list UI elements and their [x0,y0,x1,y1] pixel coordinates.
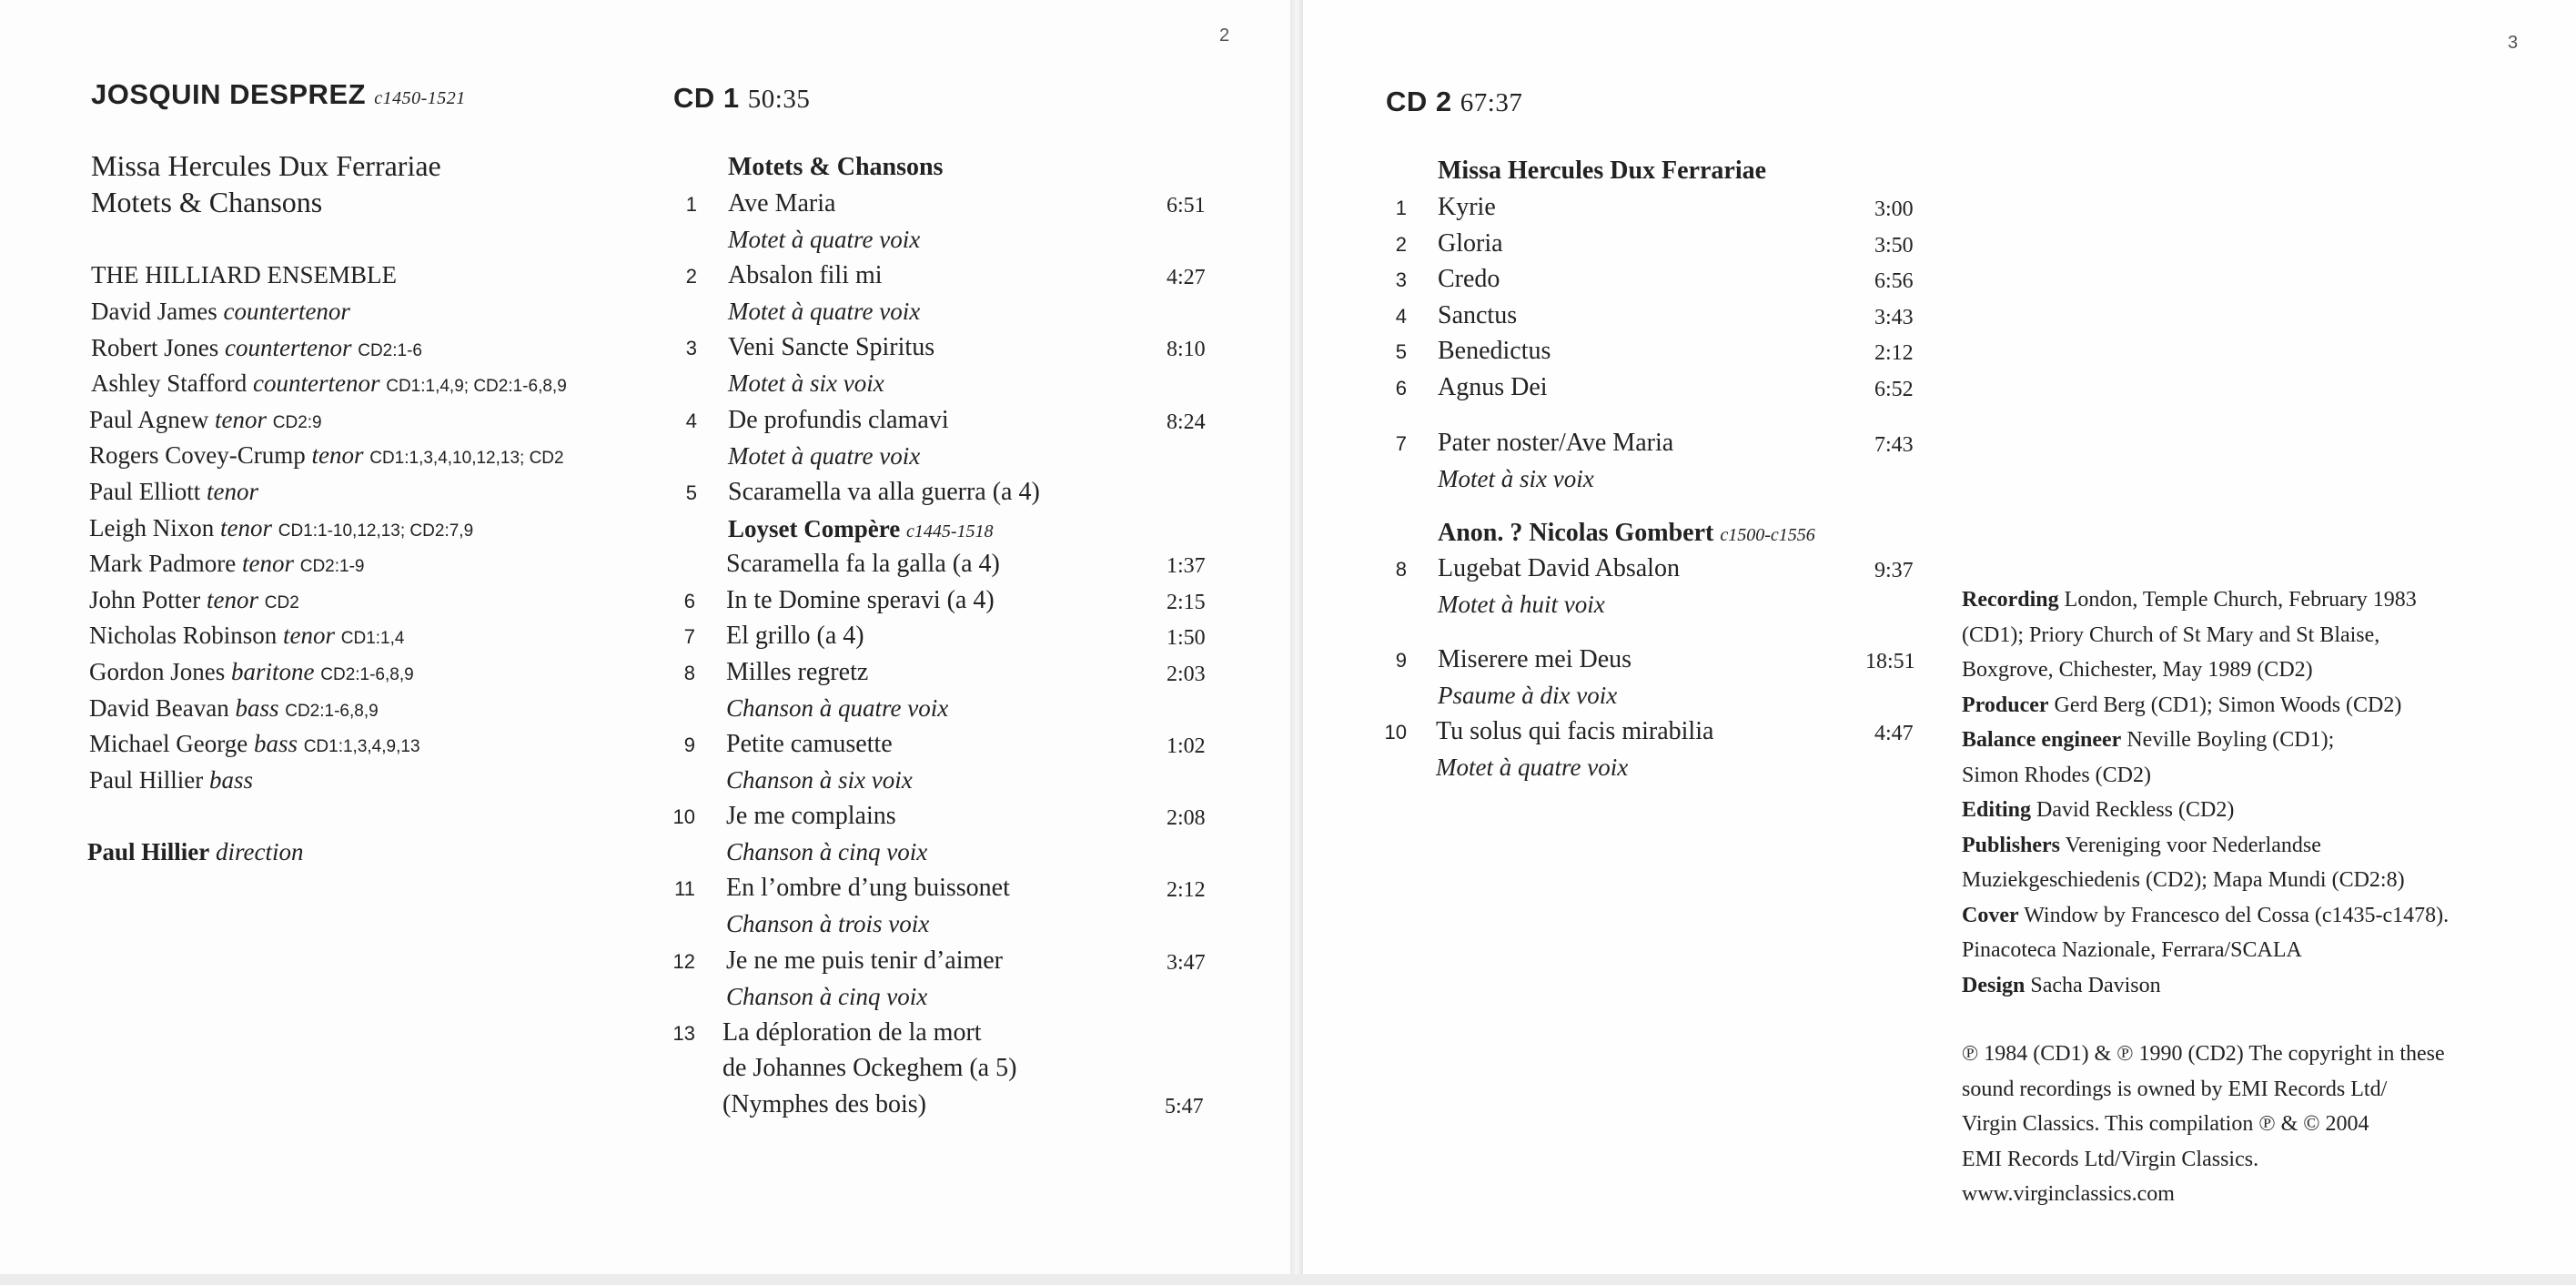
cd1-track-subtitle: Chanson à quatre voix [726,693,949,722]
cd2-track-duration: 6:56 [1874,269,1914,294]
cd1-label: CD 1 [673,82,740,114]
cd1-track-subtitle: Chanson à trois voix [726,910,930,938]
cd1-track-duration: 1:02 [1167,734,1206,758]
performer-voice: countertenor [223,298,350,325]
performer-name: Mark Padmore [89,550,237,578]
credit-cover [1962,898,2449,934]
performer-row [89,653,414,690]
cd1-track-title: In te Domine speravi (a 4) [726,585,995,614]
credit-cover-text: Pinacoteca Nazionale, Ferrara/SCALA [1962,938,2302,962]
copyright-notice [1962,1107,2369,1142]
performer-voice: countertenor [224,333,352,361]
cd1-composer2-heading [728,515,994,543]
credit-producer-text: Gerd Berg (CD1); Simon Woods (CD2) [2054,693,2402,717]
copyright-notice-text: Virgin Classics. This compilation ℗ & © 2004 [1962,1112,2369,1136]
cd1-track-duration: 1:37 [1167,554,1206,578]
copyright-notice [1962,1142,2258,1178]
cd1-track-subtitle: Chanson à cinq voix [726,838,928,866]
cd2-track-subtitle: Motet à six voix [1438,464,1594,492]
credit-cover [1962,933,2302,968]
credit-balance-engineer [1962,723,2334,758]
ensemble-name: THE HILLIARD ENSEMBLE [91,261,397,288]
cd2-track-subtitle: Motet à quatre voix [1436,753,1629,781]
cd1-time: 50:35 [747,85,811,114]
cd1-composer2-name: Loyset Compère [728,515,901,543]
performer-cd-note: CD1:1-10,12,13; CD2:7,9 [278,521,474,541]
cd1-track-duration: 8:10 [1167,338,1206,362]
performer-voice: tenor [283,622,335,650]
performer-row [89,510,473,546]
performer-name: Ashley Stafford [91,369,247,398]
cd2-track-number: 9 [1395,648,1407,672]
cd2-track-number: 8 [1395,558,1407,582]
performer-cd-note: CD2:1-9 [299,557,365,577]
copyright-notice-text: sound recordings is owned by EMI Records Ltd/ [1962,1077,2388,1101]
cd2-track-number: 2 [1395,232,1407,256]
cd2-track-number: 4 [1395,304,1407,328]
performer-name: Paul Agnew [89,405,209,433]
performer-name: Paul Hillier [89,765,204,794]
performer-cd-note: CD2:9 [272,412,322,432]
cd1-track-subtitle: Motet à quatre voix [728,226,921,253]
cd2-track-title: Miserere mei Deus [1438,644,1632,673]
credit-publishers [1962,828,2321,864]
copyright-notice [1962,1072,2387,1108]
cd2-track-title: Lugebat David Absalon [1438,554,1680,583]
performer-voice: tenor [207,585,259,613]
credit-cover-label: Cover [1962,903,2019,927]
credit-design-label: Design [1962,973,2025,997]
cd2-track-title: Gloria [1438,228,1503,258]
cd1-track-duration: 3:47 [1167,950,1206,975]
album-title-1: Missa Hercules Dux Ferrariae [91,149,441,182]
performer-name: Robert Jones [91,333,219,361]
cd2-track-duration: 6:52 [1874,378,1914,401]
cd1-track-title: Scaramella va alla guerra (a 4) [728,477,1040,506]
performer-row [89,725,420,762]
credit-balance-engineer-label: Balance engineer [1962,728,2122,752]
cd2-track-duration: 3:50 [1874,233,1914,258]
copyright-notice [1962,1177,2175,1212]
performer-name: David Beavan [89,693,229,722]
cd2-track-title: Kyrie [1438,193,1496,221]
credit-balance-engineer-text: Neville Boyling (CD1); [2126,728,2335,752]
performer-row [91,365,567,401]
performer-row [89,401,322,438]
cd2-composer2-dates: c1500-c1556 [1720,524,1815,545]
performer-voice: tenor [215,405,267,433]
performer-voice: tenor [311,441,364,470]
credit-recording-text: London, Temple Church, February 1983 [2064,588,2417,612]
performer-voice: bass [208,765,253,794]
director-role: direction [216,838,304,865]
album-title-2: Motets & Chansons [91,186,323,218]
director-name: Paul Hillier [87,838,210,865]
cd1-track-number: 11 [674,877,695,901]
credit-balance-engineer [1962,758,2151,794]
cd2-track-subtitle: Motet à huit voix [1438,591,1605,619]
performer-row [89,437,564,473]
cd1-track-duration: 2:12 [1167,878,1206,903]
cd1-track-number: 9 [683,734,695,756]
credit-recording-label: Recording [1962,588,2059,612]
performer-voice: tenor [219,513,272,541]
cd1-track-subtitle: Motet à quatre voix [728,298,921,326]
credit-producer-label: Producer [1962,693,2049,717]
cd2-track-duration: 4:47 [1874,721,1914,745]
cd2-track-subtitle: Psaume à dix voix [1438,681,1618,709]
performer-cd-note: CD1:1,4 [340,629,405,649]
cd1-track-number: 3 [685,337,697,360]
performer-row [89,762,253,798]
performer-row [89,582,299,618]
cd1-track-title: Scaramella fa la galla (a 4) [726,550,1000,578]
performer-name: Gordon Jones [89,658,226,685]
composer-name: JOSQUIN DESPREZ [91,78,367,110]
copyright-notice [1962,1037,2445,1072]
credit-publishers-text: Muziekgeschiedenis (CD2); Mapa Mundi (CD2:8) [1962,868,2405,892]
cd1-track-title: De profundis clamavi [728,405,949,434]
cd2-track-number: 6 [1395,377,1407,400]
performer-row [89,545,364,582]
cd1-track-number: 13 [672,1021,695,1045]
cd1-track-title-line: (Nymphes des bois) [722,1090,926,1118]
cd1-track-title-line: La déploration de la mort [722,1017,982,1047]
cd2-composer2-heading [1438,519,1815,548]
performer-cd-note: CD1:1,3,4,10,12,13; CD2 [369,449,564,469]
cd2-track-number: 7 [1395,431,1407,455]
performer-row [89,617,404,653]
performer-row [89,690,379,726]
cd1-track-number: 7 [683,625,695,649]
credit-editing-label: Editing [1962,798,2032,822]
performer-row [91,329,422,366]
credit-design [1962,968,2161,1004]
performer-name: Rogers Covey-Crump [89,441,306,470]
cd1-track-subtitle: Chanson à cinq voix [726,982,928,1010]
cd1-track-title: Je me complains [726,802,896,831]
cd1-track-title: Absalon fili mi [728,261,883,290]
cd2-track-title: Credo [1438,265,1500,294]
cd2-track-title: Pater noster/Ave Maria [1438,428,1674,457]
cd2-track-duration: 2:12 [1874,341,1914,366]
cd2-track-duration: 3:43 [1874,305,1914,329]
cd1-track-number: 5 [685,481,697,504]
cd1-track-duration: 6:51 [1167,194,1206,218]
cd1-track-subtitle: Motet à quatre voix [728,441,921,470]
cd1-track-title: El grillo (a 4) [726,622,864,651]
credit-balance-engineer-text: Simon Rhodes (CD2) [1962,763,2152,787]
cd2-section-title: Missa Hercules Dux Ferrariae [1438,157,1767,185]
cd1-track-duration: 2:15 [1167,590,1206,614]
performer-voice: bass [253,730,298,758]
credit-editing-text: David Reckless (CD2) [2036,798,2235,822]
performer-cd-note: CD2:1-6,8,9 [285,701,379,721]
cd1-track-duration: 1:50 [1167,626,1206,651]
cd1-track-title: Veni Sancte Spiritus [728,333,935,362]
cd2-heading [1386,86,1522,118]
cd2-track-duration: 18:51 [1865,649,1915,673]
credit-editing [1962,793,2234,828]
cd2-track-duration: 7:43 [1874,432,1914,457]
credit-recording-text: Boxgrove, Chichester, May 1989 (CD2) [1962,658,2313,682]
cd1-track-title: Je ne me puis tenir d’aimer [726,946,1004,975]
performer-voice: bass [235,693,279,722]
performer-cd-note: CD2:1-6,8,9 [320,665,414,684]
cd1-track-subtitle: Chanson à six voix [726,766,913,794]
cd2-time: 67:37 [1460,88,1523,117]
cd1-track-title: Ave Maria [728,189,836,218]
performer-voice: countertenor [252,369,380,398]
cd1-track-number: 6 [683,589,695,612]
cd2-track-title: Agnus Dei [1438,373,1548,401]
credit-recording [1962,653,2313,688]
cd1-track-number: 2 [685,265,697,288]
cd2-track-number: 5 [1395,340,1407,364]
performer-row [91,293,350,329]
performer-name: Nicholas Robinson [89,622,278,650]
cd1-composer2-dates: c1445-1518 [905,521,994,542]
cd2-track-number: 3 [1395,268,1407,292]
cd1-track-title: Milles regretz [726,657,869,686]
cd1-heading [673,82,810,115]
performer-voice: baritone [231,658,315,685]
booklet-spine [1290,0,1303,1274]
cd1-track-duration: 8:24 [1167,410,1206,434]
copyright-notice-text: ℗ 1984 (CD1) & ℗ 1990 (CD2) The copyright in these [1962,1042,2445,1066]
cd1-track-subtitle: Motet à six voix [728,369,884,398]
performer-name: Michael George [89,730,248,758]
cd2-track-title: Benedictus [1438,337,1551,366]
cd2-track-duration: 9:37 [1874,559,1914,583]
performer-voice: tenor [207,478,259,505]
cd1-track-duration: 2:08 [1167,806,1206,831]
cd1-track-number: 12 [672,949,695,973]
page-number-left: 2 [1219,25,1230,46]
cd1-section-title: Motets & Chansons [728,153,944,181]
cd1-track-duration: 5:47 [1165,1095,1204,1118]
director-credit [87,834,303,870]
credit-publishers-label: Publishers [1962,833,2061,857]
performer-cd-note: CD2 [264,592,299,612]
performer-row [89,473,258,510]
credit-cover-text: Window by Francesco del Cossa (c1435-c1478). [2024,903,2450,927]
performer-cd-note: CD1:1,4,9; CD2:1-6,8,9 [386,377,567,397]
page-bottom-edge [0,1274,2576,1285]
cd2-track-title: Sanctus [1438,300,1518,329]
credit-recording [1962,582,2417,618]
copyright-notice-text: EMI Records Ltd/Virgin Classics. [1962,1147,2259,1171]
copyright-notice-text: www.virginclassics.com [1962,1182,2175,1206]
credit-recording-text: (CD1); Priory Church of St Mary and St Blaise, [1962,622,2380,647]
performer-voice: tenor [241,550,294,578]
performer-cd-note: CD2:1-6 [358,340,422,360]
cd2-composer2-name: Anon. ? Nicolas Gombert [1438,518,1714,547]
cd2-track-title: Tu solus qui facis mirabilia [1436,716,1714,745]
credit-recording [1962,618,2379,653]
performer-cd-note: CD1:1,3,4,9,13 [303,737,420,757]
cd1-track-title: En l’ombre d’ung buissonet [726,874,1010,903]
cd1-track-number: 4 [685,409,697,432]
cd1-track-duration: 4:27 [1167,266,1206,290]
credit-publishers [1962,863,2405,898]
cd2-track-number: 10 [1384,720,1407,744]
credit-design-text: Sacha Davison [2030,973,2161,997]
performer-name: John Potter [89,585,201,613]
cd1-track-title-line: de Johannes Ockeghem (a 5) [722,1054,1017,1083]
performer-name: Leigh Nixon [89,513,215,541]
credit-producer [1962,688,2401,723]
composer-heading [91,78,466,111]
performer-name: Paul Elliott [89,478,201,505]
composer-dates: c1450-1521 [374,88,466,108]
cd2-track-number: 1 [1395,197,1407,219]
cd1-track-duration: 2:03 [1167,662,1206,686]
cd2-track-duration: 3:00 [1874,197,1914,221]
cd1-track-title: Petite camusette [726,730,893,758]
page-number-right: 3 [2508,33,2519,53]
cd1-track-number: 10 [672,805,695,829]
cd2-label: CD 2 [1386,86,1452,117]
credit-publishers-text: Vereniging voor Nederlandse [2065,833,2321,857]
cd1-track-number: 1 [685,193,697,216]
cd1-track-number: 8 [683,661,695,684]
performer-name: David James [91,298,217,325]
